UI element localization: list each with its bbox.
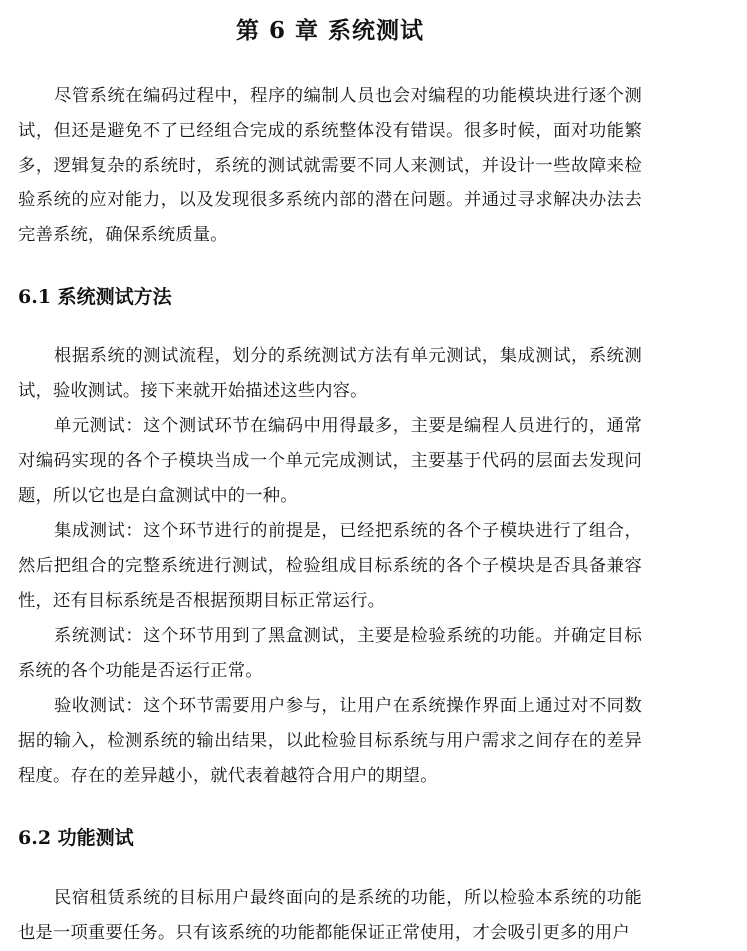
paragraph: 根据系统的测试流程，划分的系统测试方法有单元测试，集成测试，系统测试，验收测试。接下来就开始描述这些内容。: [18, 346, 642, 401]
paragraph-function-test: 民宿租赁系统的目标用户最终面向的是系统的功能，所以检验本系统的功能也是一项重要任务。只有该系统的功能都能保证正常使用，才会吸引更多的用户: [18, 888, 642, 943]
section-6-1-heading: 6.1 系统测试方法: [18, 286, 172, 308]
paragraph-acceptance-test: 验收测试：这个环节需要用户参与，让用户在系统操作界面上通过对不同数据的输入，检测系统的输出结果，以此检验目标系统与用户需求之间存在的差异程度。存在的差异越小，就代表着越符合用户的期望。: [18, 696, 642, 786]
paragraph-system-test: 系统测试：这个环节用到了黑盒测试，主要是检验系统的功能。并确定目标系统的各个功能是否运行正常。: [18, 626, 642, 681]
intro-paragraph: 尽管系统在编码过程中，程序的编制人员也会对编程的功能模块进行逐个测试，但还是避免不了已经组合完成的系统整体没有错误。很多时候，面对功能繁多，逻辑复杂的系统时，系统的测试就需要不同人来测试，并设计一些故障来检验系统的应对能力，以及发现很多系统内部的潜在问题。并通过寻求解决办法去完善系统，确保系统质量。: [18, 86, 642, 246]
paragraph-integration-test: 集成测试：这个环节进行的前提是，已经把系统的各个子模块进行了组合，然后把组合的完整系统进行测试，检验组成目标系统的各个子模块是否具备兼容性，还有目标系统是否根据预期目标正常运行。: [18, 521, 642, 611]
section-6-2-heading: 6.2 功能测试: [18, 827, 134, 849]
chapter-title: 第 6 章 系统测试: [235, 17, 425, 44]
paragraph-unit-test: 单元测试：这个测试环节在编码中用得最多，主要是编程人员进行的，通常对编码实现的各个子模块当成一个单元完成测试，主要基于代码的层面去发现问题，所以它也是白盒测试中的一种。: [18, 416, 642, 506]
